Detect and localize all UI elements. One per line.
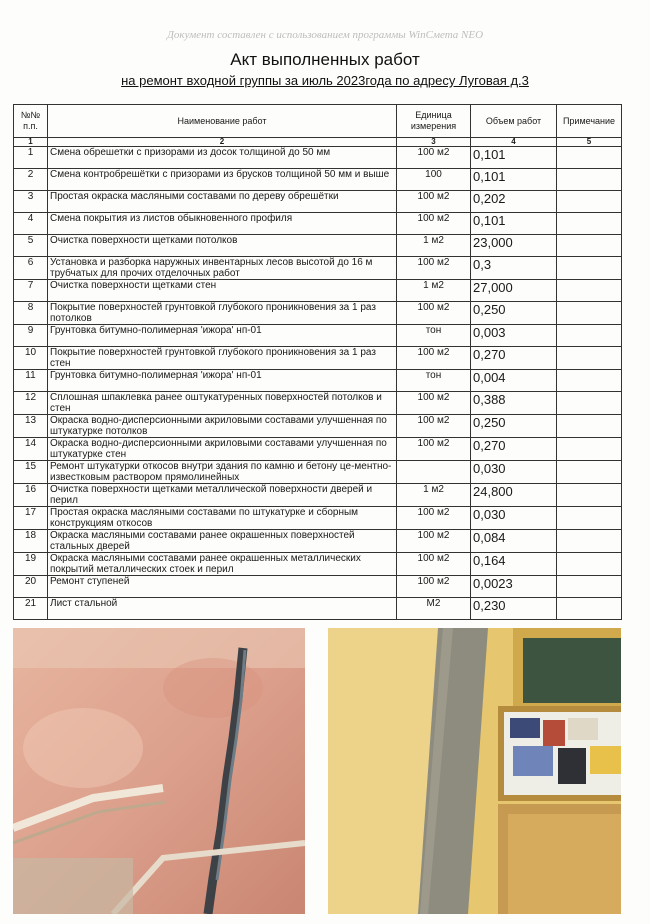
note-cell — [557, 530, 622, 553]
volume-cell: 0,3 — [471, 257, 557, 280]
table-row — [14, 438, 622, 461]
note-cell — [557, 461, 622, 484]
work-name: Лист стальной — [48, 598, 397, 620]
column-number: 2 — [48, 138, 397, 147]
table-row — [14, 461, 622, 484]
unit-cell: 1 м2 — [397, 235, 471, 257]
volume-cell: 0,101 — [471, 169, 557, 191]
volume-cell: 0,270 — [471, 347, 557, 370]
table-row — [14, 169, 622, 191]
work-name: Окраска водно-дисперсионными акриловыми составами улучшенная по штукатурке стен — [48, 438, 397, 461]
volume-cell: 0,084 — [471, 530, 557, 553]
unit-cell — [397, 461, 471, 484]
column-numbers-row — [14, 138, 622, 147]
volume-cell: 24,800 — [471, 484, 557, 507]
row-number: 7 — [14, 280, 48, 302]
work-name: Ремонт штукатурки откосов внутри здания по камню и бетону це-ментно-известковым раствором прямолинейных — [48, 461, 397, 484]
work-name: Очистка поверхности щетками металлической поверхности дверей и перил — [48, 484, 397, 507]
document-title: Акт выполненных работ — [230, 50, 420, 69]
volume-cell: 0,004 — [471, 370, 557, 392]
volume-cell: 0,030 — [471, 461, 557, 484]
table-row — [14, 302, 622, 325]
unit-cell: 100 — [397, 169, 471, 191]
work-name: Грунтовка битумно-полимерная 'ижора' нп-01 — [48, 370, 397, 392]
unit-cell: 100 м2 — [397, 507, 471, 530]
unit-cell: тон — [397, 325, 471, 347]
work-name: Простая окраска масляными составами по штукатурке и сборным конструкциям откосов — [48, 507, 397, 530]
volume-cell: 0,250 — [471, 302, 557, 325]
work-name: Ремонт ступеней — [48, 576, 397, 598]
work-name: Очистка поверхности щетками стен — [48, 280, 397, 302]
column-number: 4 — [471, 138, 557, 147]
work-name: Простая окраска масляными составами по дереву обрешётки — [48, 191, 397, 213]
volume-cell: 0,030 — [471, 507, 557, 530]
table-row — [14, 576, 622, 598]
column-number: 3 — [397, 138, 471, 147]
work-name: Смена обрешетки с призорами из досок толщиной до 50 мм — [48, 147, 397, 169]
row-number: 10 — [14, 347, 48, 370]
row-number: 6 — [14, 257, 48, 280]
column-number: 1 — [14, 138, 48, 147]
table-row — [14, 280, 622, 302]
watermark: Документ составлен с использованием программы WinСмета NEO — [166, 29, 484, 41]
note-cell — [557, 576, 622, 598]
note-cell — [557, 213, 622, 235]
header-unit: Единица измерения — [397, 105, 471, 138]
note-cell — [557, 257, 622, 280]
work-name: Сплошная шпаклевка ранее оштукатуренных поверхностей потолков и стен — [48, 392, 397, 415]
unit-cell: 100 м2 — [397, 438, 471, 461]
table-row — [14, 213, 622, 235]
volume-cell: 0,164 — [471, 553, 557, 576]
row-number: 18 — [14, 530, 48, 553]
photo-entrance-board — [328, 628, 621, 914]
table-row — [14, 507, 622, 530]
note-cell — [557, 347, 622, 370]
work-name: Очистка поверхности щетками потолков — [48, 235, 397, 257]
row-number: 21 — [14, 598, 48, 620]
volume-cell: 0,202 — [471, 191, 557, 213]
note-cell — [557, 598, 622, 620]
note-cell — [557, 415, 622, 438]
photo-wall-crack — [13, 628, 305, 914]
unit-cell: 100 м2 — [397, 191, 471, 213]
note-cell — [557, 280, 622, 302]
header-note: Примечание — [557, 105, 622, 138]
note-cell — [557, 235, 622, 257]
note-cell — [557, 484, 622, 507]
unit-cell: 100 м2 — [397, 147, 471, 169]
table-row — [14, 415, 622, 438]
row-number: 9 — [14, 325, 48, 347]
column-number: 5 — [557, 138, 622, 147]
unit-cell: М2 — [397, 598, 471, 620]
work-name: Смена контробрешётки с призорами из брусков толщиной 50 мм и выше — [48, 169, 397, 191]
photos-strip — [13, 628, 621, 914]
unit-cell: 100 м2 — [397, 302, 471, 325]
row-number: 20 — [14, 576, 48, 598]
header-volume: Объем работ — [471, 105, 557, 138]
table-row — [14, 257, 622, 280]
row-number: 1 — [14, 147, 48, 169]
table-row — [14, 191, 622, 213]
unit-cell: 1 м2 — [397, 280, 471, 302]
unit-cell: 100 м2 — [397, 257, 471, 280]
volume-cell: 27,000 — [471, 280, 557, 302]
row-number: 19 — [14, 553, 48, 576]
table-row — [14, 325, 622, 347]
volume-cell: 0,250 — [471, 415, 557, 438]
row-number: 11 — [14, 370, 48, 392]
row-number: 16 — [14, 484, 48, 507]
work-name: Покрытие поверхностей грунтовкой глубокого проникновения за 1 раз потолков — [48, 302, 397, 325]
row-number: 8 — [14, 302, 48, 325]
table-row — [14, 147, 622, 169]
note-cell — [557, 191, 622, 213]
row-number: 4 — [14, 213, 48, 235]
note-cell — [557, 392, 622, 415]
row-number: 3 — [14, 191, 48, 213]
work-name: Покрытие поверхностей грунтовкой глубокого проникновения за 1 раз стен — [48, 347, 397, 370]
work-name: Окраска водно-дисперсионными акриловыми составами улучшенная по штукатурке потолков — [48, 415, 397, 438]
volume-cell: 0,388 — [471, 392, 557, 415]
work-name: Окраска масляными составами ранее окрашенных металлических покрытий металлических стоек и перил — [48, 553, 397, 576]
row-number: 14 — [14, 438, 48, 461]
unit-cell: 100 м2 — [397, 530, 471, 553]
volume-cell: 0,101 — [471, 147, 557, 169]
unit-cell: 1 м2 — [397, 484, 471, 507]
volume-cell: 0,003 — [471, 325, 557, 347]
note-cell — [557, 147, 622, 169]
row-number: 17 — [14, 507, 48, 530]
work-name: Установка и разборка наружных инвентарных лесов высотой до 16 м трубчатых для прочих отделочных работ — [48, 257, 397, 280]
unit-cell: 100 м2 — [397, 392, 471, 415]
table-header-row — [14, 105, 622, 138]
note-cell — [557, 553, 622, 576]
unit-cell: 100 м2 — [397, 415, 471, 438]
table-row — [14, 370, 622, 392]
works-table — [13, 104, 622, 620]
table-row — [14, 392, 622, 415]
unit-cell: 100 м2 — [397, 576, 471, 598]
row-number: 15 — [14, 461, 48, 484]
entrance-board-image — [328, 628, 621, 914]
note-cell — [557, 438, 622, 461]
volume-cell: 0,101 — [471, 213, 557, 235]
document-subtitle: на ремонт входной группы за июль 2023года по адресу Луговая д.3 — [121, 73, 529, 88]
row-number: 13 — [14, 415, 48, 438]
row-number: 12 — [14, 392, 48, 415]
note-cell — [557, 507, 622, 530]
unit-cell: 100 м2 — [397, 347, 471, 370]
row-number: 5 — [14, 235, 48, 257]
unit-cell: 100 м2 — [397, 553, 471, 576]
table-row — [14, 598, 622, 620]
header-num: №№ п.п. — [14, 105, 48, 138]
wall-crack-image — [13, 628, 305, 914]
note-cell — [557, 325, 622, 347]
row-number: 2 — [14, 169, 48, 191]
note-cell — [557, 302, 622, 325]
work-name: Окраска масляными составами ранее окрашенных поверхностей стальных дверей — [48, 530, 397, 553]
unit-cell: тон — [397, 370, 471, 392]
unit-cell: 100 м2 — [397, 213, 471, 235]
table-row — [14, 553, 622, 576]
volume-cell: 0,0023 — [471, 576, 557, 598]
table-row — [14, 530, 622, 553]
table-row — [14, 347, 622, 370]
note-cell — [557, 169, 622, 191]
table-row — [14, 235, 622, 257]
volume-cell: 0,230 — [471, 598, 557, 620]
work-name: Смена покрытия из листов обыкновенного профиля — [48, 213, 397, 235]
note-cell — [557, 370, 622, 392]
table-body — [14, 147, 622, 620]
volume-cell: 23,000 — [471, 235, 557, 257]
work-name: Грунтовка битумно-полимерная 'ижора' нп-01 — [48, 325, 397, 347]
volume-cell: 0,270 — [471, 438, 557, 461]
table-row — [14, 484, 622, 507]
header-name: Наименование работ — [48, 105, 397, 138]
